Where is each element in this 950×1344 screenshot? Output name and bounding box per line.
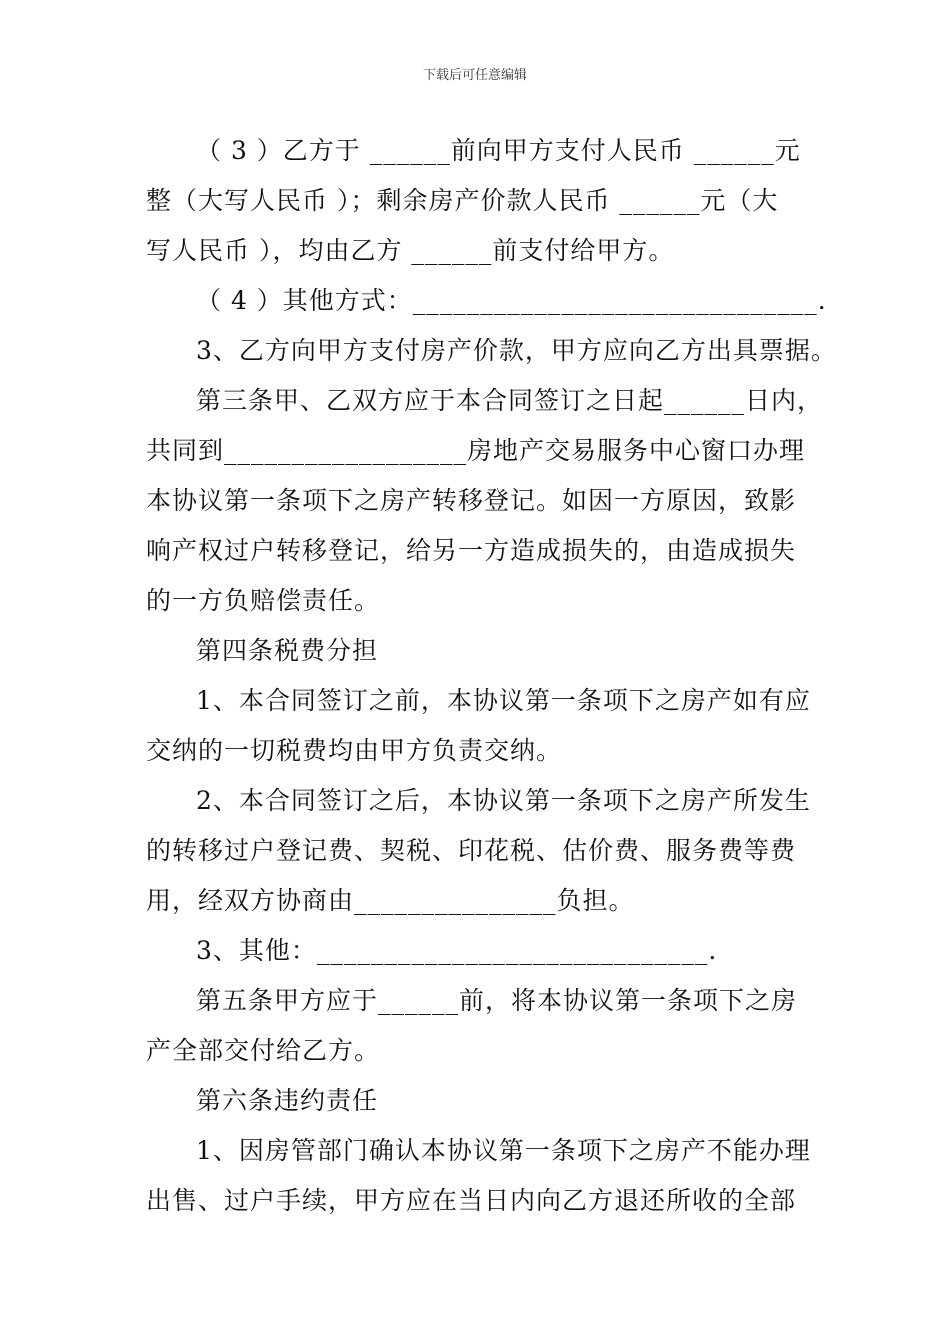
- clause-line: 整（大写人民币 ）；剩余房产价款人民币 ______元（大: [146, 186, 779, 215]
- article-heading: 第六条违约责任: [196, 1086, 379, 1115]
- clause-line: 出售、过户手续，甲方应在当日内向乙方退还所收的全部: [146, 1186, 797, 1215]
- clause-line: 本协议第一条项下之房产转移登记。如因一方原因，致影: [146, 486, 797, 515]
- clause-line: 交纳的一切税费均由甲方负责交纳。: [146, 736, 563, 765]
- clause-line: （ 4 ）其他方式：______________________________.: [196, 286, 827, 315]
- clause-line: 3、乙方向甲方支付房产价款，甲方应向乙方出具票据。: [196, 336, 837, 365]
- clause-line: 2、本合同签订之后，本协议第一条项下之房产所发生: [196, 786, 811, 815]
- clause-line: 写人民币 ），均由乙方 ______前支付给甲方。: [146, 236, 675, 265]
- clause-line: 共同到__________________房地产交易服务中心窗口办理: [146, 436, 806, 465]
- clause-line: 的一方负赔偿责任。: [146, 586, 381, 615]
- article-heading: 第五条甲方应于______前，将本协议第一条项下之房: [196, 986, 798, 1015]
- clause-line: 1、本合同签订之前，本协议第一条项下之房产如有应: [196, 686, 811, 715]
- article-heading: 第四条税费分担: [196, 636, 379, 665]
- clause-line: 1、因房管部门确认本协议第一条项下之房产不能办理: [196, 1136, 811, 1165]
- clause-line: （ 3 ）乙方于 ______前向甲方支付人民币 ______元: [196, 136, 801, 165]
- article-heading: 第三条甲、乙双方应于本合同签订之日起______日内，: [196, 386, 824, 415]
- clause-line: 响产权过户转移登记，给另一方造成损失的，由造成损失: [146, 536, 797, 565]
- clause-line: 的转移过户登记费、契税、印花税、估价费、服务费等费: [146, 836, 797, 865]
- clause-line: 用，经双方协商由_______________负担。: [146, 886, 635, 915]
- clause-line: 3、其他：_____________________________.: [196, 936, 718, 965]
- page-header: 下载后可任意编辑: [422, 68, 527, 83]
- clause-line: 产全部交付给乙方。: [146, 1036, 381, 1065]
